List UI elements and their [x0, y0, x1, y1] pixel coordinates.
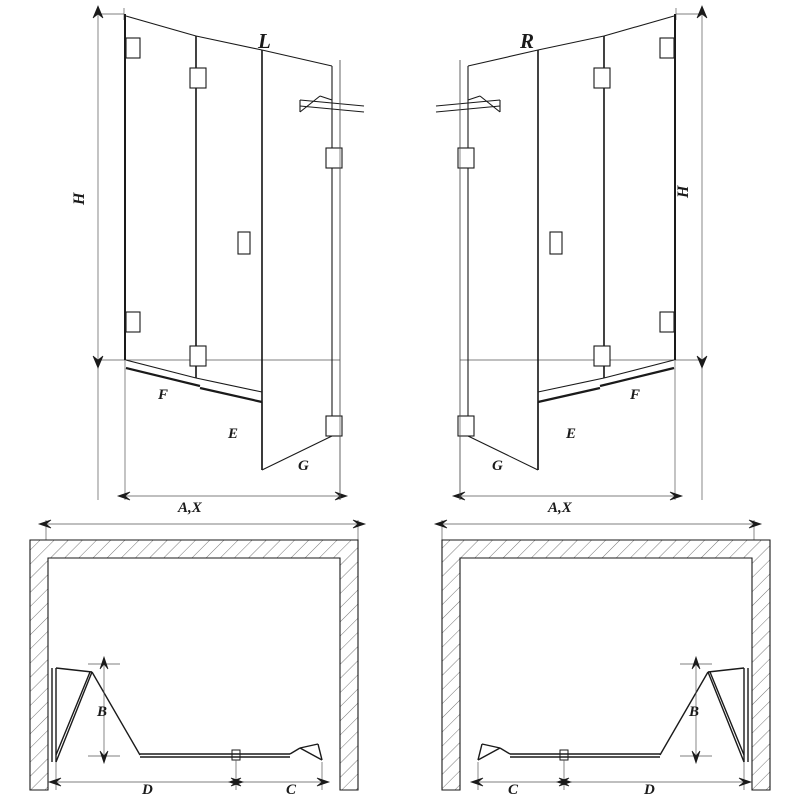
width-label-left: A,X [178, 500, 202, 516]
plan-label-right-d: D [644, 782, 655, 798]
width-label-right: A,X [548, 500, 572, 516]
depth-label-right: B [689, 704, 700, 720]
panel-label-left-e: E [228, 426, 239, 442]
panel-label-right-e: E [566, 426, 577, 442]
panel-label-right-g: G [492, 458, 503, 474]
panel-label-right-f: F [630, 387, 641, 403]
plan-left-view [30, 520, 365, 790]
plan-label-right-c: C [508, 782, 519, 798]
panel-label-left-g: G [298, 458, 309, 474]
plan-right-view [435, 520, 770, 790]
variant-label-left: L [258, 29, 271, 53]
height-label-left: H [71, 192, 88, 205]
variant-label-right: R [520, 29, 535, 53]
plan-label-left-c: C [286, 782, 297, 798]
depth-label-left: B [97, 704, 108, 720]
panel-label-left-f: F [158, 387, 169, 403]
plan-label-left-d: D [142, 782, 153, 798]
height-label-right: H [675, 185, 692, 198]
